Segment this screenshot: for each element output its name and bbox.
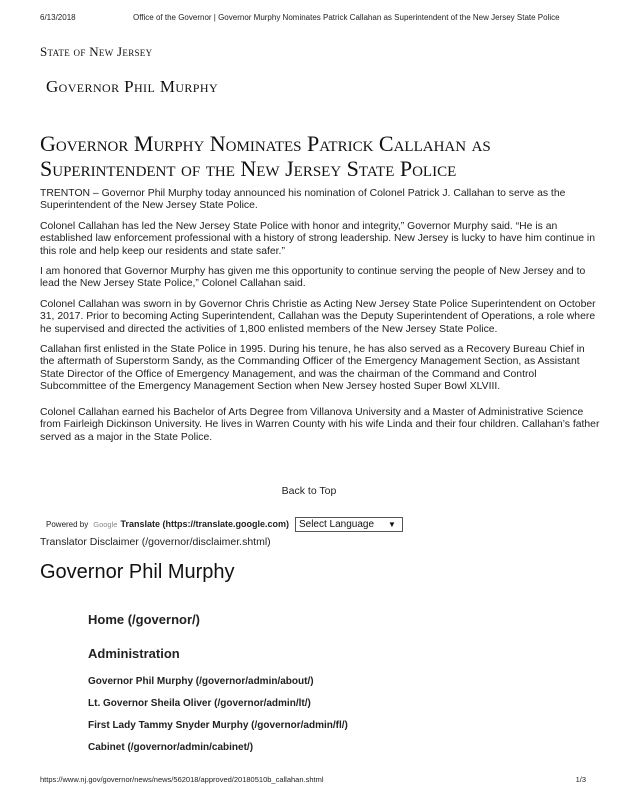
article-paragraph: Colonel Callahan earned his Bachelor of Arts Degree from Villanova University and a Master of Administrative Science from Fairleigh Dickinson University. He lives in Warren County with his wife Linda and their four children. Callahan’s father served as a major in the State Police. — [40, 406, 600, 443]
article-headline: Governor Murphy Nominates Patrick Callahan as Superintendent of the New Jersey State Police — [40, 131, 491, 181]
administration-links — [88, 676, 348, 764]
footer-home-link[interactable]: Home (/governor/) — [88, 612, 200, 627]
google-translate-bar — [46, 515, 403, 533]
language-select-value: Select Language — [298, 518, 375, 530]
dropdown-arrow-icon: ▼ — [388, 519, 396, 529]
print-footer-url: https://www.nj.gov/governor/news/news/562018/approved/20180510b_callahan.shtml — [40, 775, 324, 784]
footer-title: Governor Phil Murphy — [40, 561, 235, 583]
admin-link-cabinet[interactable]: Cabinet (/governor/admin/cabinet/) — [88, 742, 254, 753]
article-paragraph: I am honored that Governor Murphy has given me this opportunity to continue serving the people of New Jersey and to lead the New Jersey State Police,” Colonel Callahan said. — [40, 266, 586, 290]
article-paragraph: Colonel Callahan was sworn in by Governor Chris Christie as Acting New Jersey State Police Superintendent on October 31, 2017. Prior to becoming Acting Superintendent, Callahan was the Deputy Superintendent of Operations, a role where he supervised and directed the activities of 1,800 enlisted members of the New Jersey State Police. — [40, 298, 596, 335]
article-paragraph: Callahan first enlisted in the State Police in 1995. During his tenure, he has also served as a Recovery Bureau Chief in the aftermath of Superstorm Sandy, as the Commanding Officer of the Emergency Management Section, as Assistant State Director of the Office of Emergency Management, and was the chairman of the Command and Control Subcommittee of the Emergency Management Section when New Jersey hosted Super Bowl XLVIII. — [40, 344, 585, 393]
language-select[interactable] — [295, 517, 403, 532]
print-date: 6/13/2018 — [40, 13, 76, 22]
back-to-top-link[interactable]: Back to Top — [281, 485, 337, 497]
state-of-nj-link[interactable]: State of New Jersey — [40, 44, 153, 59]
article-body — [40, 188, 600, 452]
admin-link-first-lady[interactable]: First Lady Tammy Snyder Murphy (/governor/admin/fl/) — [88, 720, 348, 731]
google-logo: Google — [93, 519, 118, 529]
admin-link-governor[interactable]: Governor Phil Murphy (/governor/admin/about/) — [88, 676, 314, 687]
admin-link-lt-governor[interactable]: Lt. Governor Sheila Oliver (/governor/admin/lt/) — [88, 698, 311, 709]
translator-disclaimer-link[interactable]: Translator Disclaimer (/governor/disclaimer.shtml) — [40, 536, 271, 548]
governor-home-link[interactable]: Governor Phil Murphy — [46, 77, 219, 96]
powered-by-label: Powered by — [46, 519, 89, 529]
footer-administration-heading: Administration — [88, 646, 180, 661]
google-translate-link[interactable]: Translate (https://translate.google.com) — [120, 519, 289, 529]
print-page-number: 1/3 — [575, 775, 586, 784]
article-paragraph: Colonel Callahan has led the New Jersey State Police with honor and integrity,” Governor Murphy said. “He is an established law enforcement professional with a history of strong leadership. New Jersey is lucky to have him continue in this role and help keep our residents and state safer.” — [40, 220, 596, 257]
print-page-title: Office of the Governor | Governor Murphy Nominates Patrick Callahan as Superintendent of the New Jersey State Police — [133, 13, 560, 22]
article-paragraph: TRENTON – Governor Phil Murphy today announced his nomination of Colonel Patrick J. Callahan to serve as the Superintendent of the New Jersey State Police. — [40, 188, 566, 212]
